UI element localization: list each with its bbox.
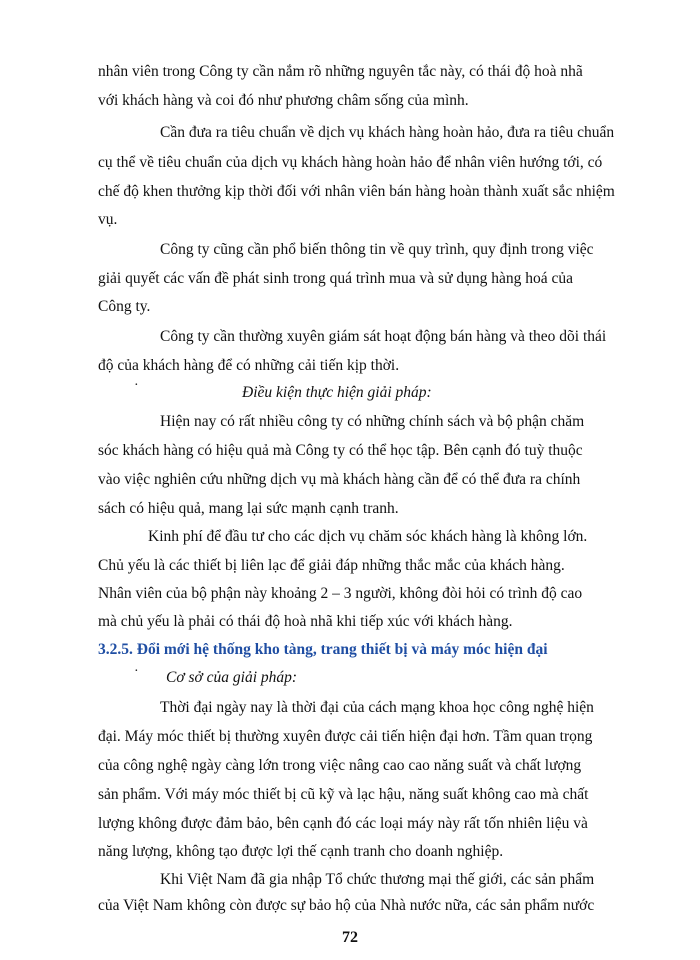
bullet-marker: · — [134, 378, 139, 393]
text-line: Chủ yếu là các thiết bị liên lạc để giải đáp những thắc mắc của khách hàng. — [98, 557, 565, 574]
text-line: của Việt Nam không còn được sự bảo hộ của Nhà nước nữa, các sản phẩm nước — [98, 897, 595, 914]
text-line: độ của khách hàng để có những cải tiến kịp thời. — [98, 357, 400, 374]
text-line: mà chủ yếu là phải có thái độ hoà nhã khi tiếp xúc với khách hàng. — [98, 613, 513, 630]
text-line: của công nghệ ngày càng lớn trong việc nâng cao cao năng suất và chất lượng — [98, 757, 582, 774]
text-line: đại. Máy móc thiết bị thường xuyên được cải tiến hiện đại hơn. Tầm quan trọng — [98, 728, 593, 745]
text-line: Cần đưa ra tiêu chuẩn về dịch vụ khách hàng hoàn hảo, đưa ra tiêu chuẩn — [160, 124, 615, 141]
text-line: năng lượng, không tạo được lợi thế cạnh tranh cho doanh nghiệp. — [98, 843, 504, 860]
text-line: sách có hiệu quả, mang lại sức mạnh cạnh tranh. — [98, 500, 399, 517]
text-line: chế độ khen thưởng kịp thời đối với nhân viên bán hàng hoàn thành xuất sắc nhiệm — [98, 183, 615, 200]
text-line: nhân viên trong Công ty cần nắm rõ những nguyên tắc này, có thái độ hoà nhã — [98, 63, 583, 80]
text-line: Công ty cũng cần phổ biến thông tin về quy trình, quy định trong việc — [160, 241, 594, 258]
text-line: vào việc nghiên cứu những dịch vụ mà khách hàng cần để có thể đưa ra chính — [98, 471, 581, 488]
subheading-conditions: Điều kiện thực hiện giải pháp: — [242, 384, 432, 401]
text-line: giải quyết các vấn đề phát sinh trong quá trình mua và sử dụng hàng hoá của — [98, 270, 573, 287]
page-number: 72 — [342, 929, 358, 946]
text-line: với khách hàng và coi đó như phương châm sống của mình. — [98, 92, 469, 109]
bullet-marker: · — [134, 664, 139, 679]
text-line: Công ty cần thường xuyên giám sát hoạt động bán hàng và theo dõi thái — [160, 328, 607, 345]
text-line: sản phẩm. Với máy móc thiết bị cũ kỹ và lạc hậu, năng suất không cao mà chất — [98, 786, 589, 803]
subheading-basis: Cơ sở của giải pháp: — [166, 669, 298, 686]
text-line: lượng không được đảm bảo, bên cạnh đó các loại máy này rất tốn nhiên liệu và — [98, 815, 588, 832]
text-line: Kinh phí để đầu tư cho các dịch vụ chăm sóc khách hàng là không lớn. — [148, 528, 588, 545]
text-line: Khi Việt Nam đã gia nhập Tổ chức thương mại thế giới, các sản phẩm — [160, 871, 595, 888]
text-line: Nhân viên của bộ phận này khoảng 2 – 3 người, không đòi hỏi có trình độ cao — [98, 585, 583, 602]
section-heading: 3.2.5. Đổi mới hệ thống kho tàng, trang thiết bị và máy móc hiện đại — [98, 641, 548, 658]
text-line: sóc khách hàng có hiệu quả mà Công ty có thể học tập. Bên cạnh đó tuỳ thuộc — [98, 442, 583, 459]
text-line: Thời đại ngày nay là thời đại của cách mạng khoa học công nghệ hiện — [160, 699, 594, 716]
text-line: vụ. — [98, 211, 118, 228]
text-line: Hiện nay có rất nhiều công ty có những chính sách và bộ phận chăm — [160, 413, 585, 430]
text-line: Công ty. — [98, 298, 151, 315]
text-line: cụ thể về tiêu chuẩn của dịch vụ khách hàng hoàn hảo để nhân viên hướng tới, có — [98, 154, 603, 171]
